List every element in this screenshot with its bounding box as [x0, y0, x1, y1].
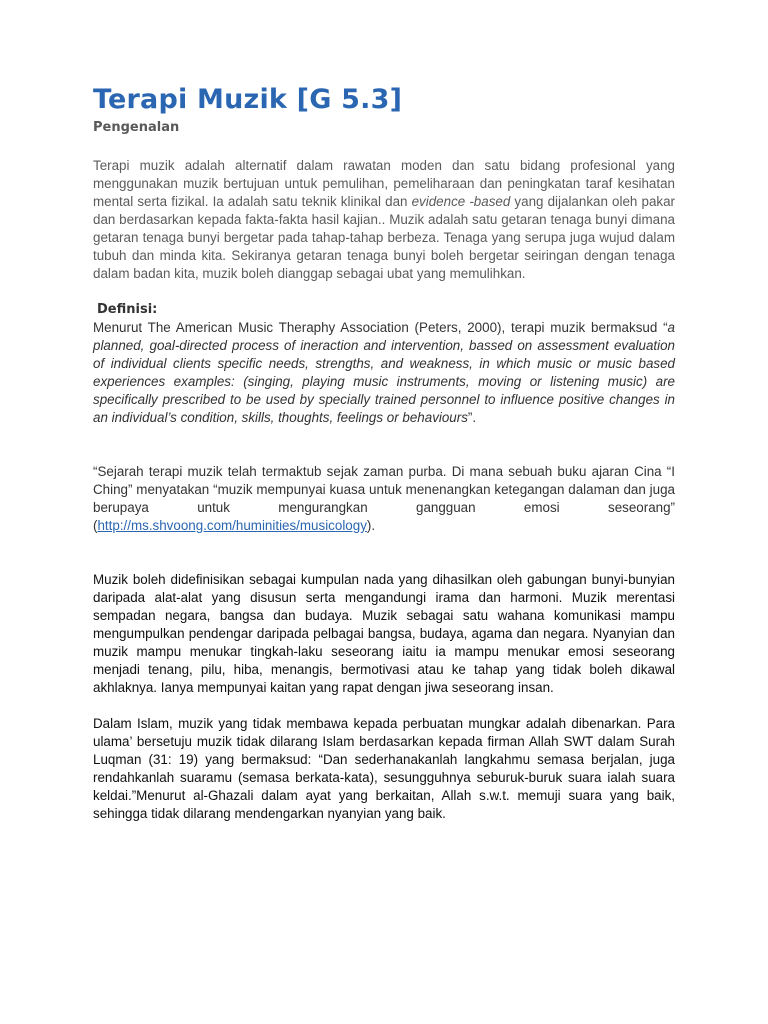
- intro-paragraph: [93, 157, 675, 283]
- section-heading-pengenalan: Pengenalan: [93, 120, 180, 135]
- definition-lead: Menurut The American Music Theraphy Association (Peters, 2000), terapi muzik bermaksud “: [93, 320, 668, 335]
- definition-paragraph: [93, 319, 675, 427]
- intro-text-2: yang dijalankan oleh pakar dan berdasarkan kepada fakta-fakta hasil kajian.. Muzik adalah satu getaran tenaga bunyi dimana getaran tenaga bunyi bergetar pada tahap-tahap berbeza. Tenaga yang serupa juga wujud dalam tubuh dan minda kita. Sekiranya getaran tenaga bunyi boleh bergetar seiringan dengan tenaga dalam badan kita, muzik boleh dianggap sebagai ubat yang memulihkan.: [93, 194, 676, 281]
- history-tail: ).: [366, 518, 376, 533]
- page-title: Terapi Muzik [G 5.3]: [93, 84, 403, 115]
- definition-quote: a planned, goal-directed process of ineraction and intervention, bassed on assessment evaluation of individual clients specific needs, strengths, and weakness, in which music or music based experiences examples: (singing, playing music instruments, moving or listening music) are specifically prescribed to be used by specially trained personnel to influence positive changes in an individual’s condition, skills, thoughts, feelings or behaviours: [93, 320, 675, 425]
- document-page: [93, 82, 675, 823]
- islam-paragraph: Dalam Islam, muzik yang tidak membawa kepada perbuatan mungkar adalah dibenarkan. Para ulama’ bersetuju muzik tidak dilarang Islam berdasarkan kepada firman Allah SWT dalam Surah Luqman (31: 19) yang bermaksud: “Dan sederhanakanlah langkahmu semasa berjalan, juga rendahkanlah suaramu (semasa berkata-kata), sesungguhnya seburuk-buruk suara ialah suara keldai.”Menurut al-Ghazali dalam ayat yang berkaitan, Allah s.w.t. memuji suara yang baik, sehingga tidak dilarang mendengarkan nyanyian yang baik.: [93, 716, 675, 821]
- intro-text-1: Terapi muzik adalah alternatif dalam rawatan moden dan satu bidang profesional yang menggunakan muzik bertujuan untuk pemulihan, pemeliharaan dan peningkatan taraf kesihatan mental serta fizikal. Ia adalah satu teknik klinikal dan: [93, 158, 675, 209]
- definition-heading: Definisi:: [97, 302, 158, 317]
- source-link[interactable]: http://ms.shvoong.com/huminities/musicology: [97, 518, 367, 533]
- history-text: “Sejarah terapi muzik telah termaktub sejak zaman purba. Di mana sebuah buku ajaran Cina “I Ching” menyatakan “muzik mempunyai kuasa untuk menenangkan ketegangan dalaman dan juga berupaya untuk mengurangkan gangguan emosi seseorang” (: [93, 464, 675, 533]
- muzik-paragraph: Muzik boleh didefinisikan sebagai kumpulan nada yang dihasilkan oleh gabungan bunyi-bunyian daripada alat-alat yang disusun serta mengandungi irama dan harmoni. Muzik merentasi sempadan negara, bangsa dan budaya. Muzik sebagai satu wahana komunikasi mampu mengumpulkan pendengar daripada pelbagai bangsa, budaya, agama dan negara. Nyanyian dan muzik mampu menukar tingkah-laku seseorang iaitu ia mampu menukar emosi seseorang menjadi tenang, pilu, hiba, menangis, bermotivasi atau ke tahap yang tidak boleh dikawal akhlaknya. Ianya mempunyai kaitan yang rapat dengan jiwa seseorang insan.: [93, 572, 675, 695]
- definition-tail: ”.: [467, 410, 477, 425]
- intro-italic-term: evidence -based: [411, 194, 511, 209]
- history-paragraph: [93, 463, 675, 535]
